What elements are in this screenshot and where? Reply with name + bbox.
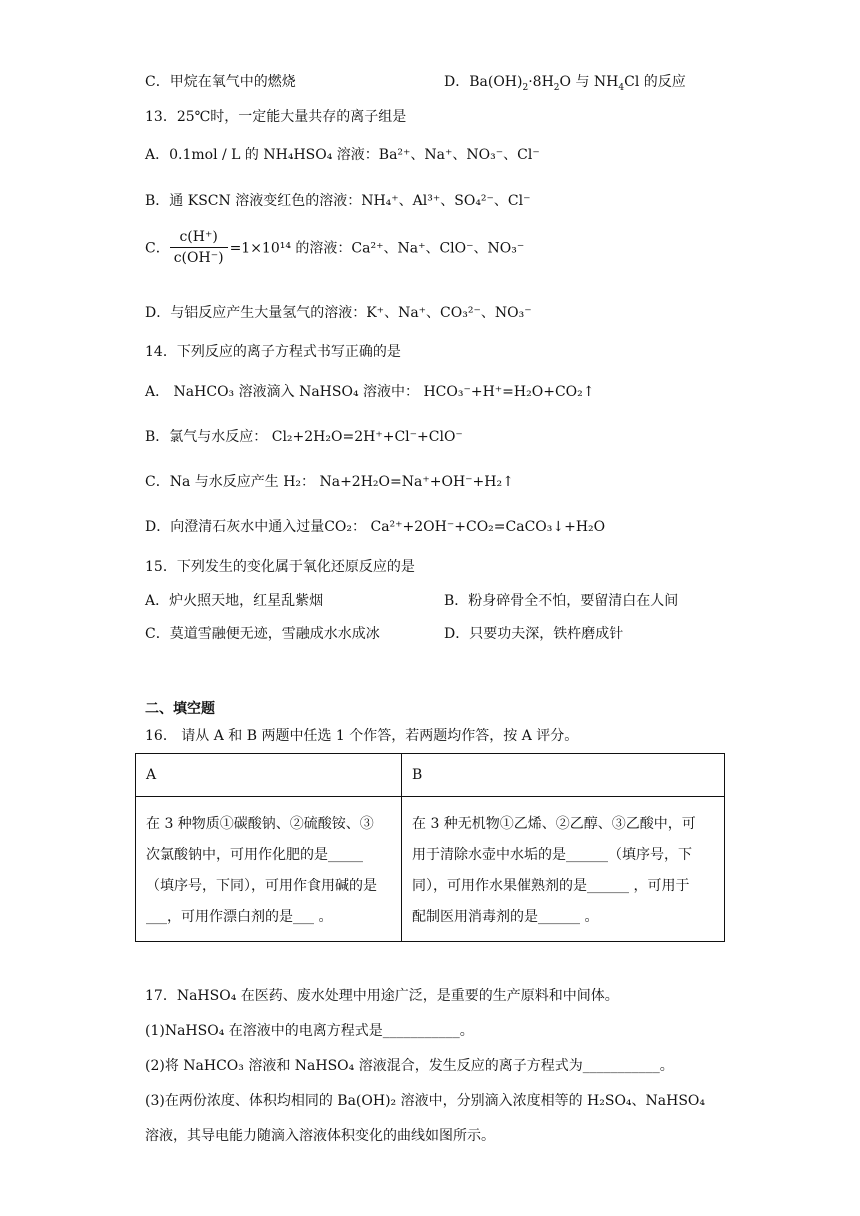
q14-option-b: B．氯气与水反应： Cl₂+2H₂O=2H⁺+Cl⁻+ClO⁻ bbox=[145, 429, 463, 445]
q12-option-c: C．甲烷在氧气中的燃烧 bbox=[145, 74, 296, 90]
q13-option-c bbox=[145, 228, 524, 267]
q13-option-d: D．与铝反应产生大量氢气的溶液：K⁺、Na⁺、CO₃²⁻、NO₃⁻ bbox=[145, 305, 532, 321]
q15-option-b: B．粉身碎骨全不怕，要留清白在人间 bbox=[444, 593, 679, 609]
table-header-a: A bbox=[136, 754, 402, 797]
q14-stem: 14．下列反应的离子方程式书写正确的是 bbox=[145, 344, 401, 360]
concentration-ratio-fraction bbox=[170, 228, 228, 267]
q12-option-d: D．$Ba(OH)_2\cdot 8H_2O$ 与 $NH_4Cl$ 的反应 bbox=[444, 74, 686, 93]
q17-part-3-line-2: 溶液，其导电能力随滴入溶液体积变化的曲线如图所示。 bbox=[145, 1128, 495, 1144]
q15-option-d: D．只要功夫深，铁杵磨成针 bbox=[444, 626, 624, 642]
table-cell-b bbox=[402, 797, 725, 942]
cell-b-line: 配制医用消毒剂的是______ 。 bbox=[412, 909, 599, 925]
table-body-row bbox=[136, 797, 725, 942]
table-header-b: B bbox=[402, 754, 725, 797]
q14-option-d: D．向澄清石灰水中通入过量CO₂： Ca²⁺+2OH⁻+CO₂=CaCO₃↓+H₂O bbox=[145, 519, 606, 535]
fraction-denominator: c(OH⁻) bbox=[173, 250, 224, 266]
q16-stem: 16． 请从 A 和 B 两题中任选 1 个作答，若两题均作答，按 A 评分。 bbox=[145, 728, 579, 744]
table-header-row bbox=[136, 754, 725, 797]
cell-b-line: 用于清除水壶中水垢的是______（填序号，下 bbox=[412, 847, 692, 863]
q15-stem: 15．下列发生的变化属于氧化还原反应的是 bbox=[145, 559, 415, 575]
cell-a-line: 次氯酸钠中，可用作化肥的是_____ bbox=[146, 847, 363, 863]
q14-option-a: A． NaHCO₃ 溶液滴入 NaHSO₄ 溶液中： HCO₃⁻+H⁺=H₂O+CO₂↑ bbox=[145, 384, 595, 400]
cell-a-line: （填序号，下同），可用作食用碱的是 bbox=[146, 878, 377, 894]
q17-part-3-line-1: (3)在两份浓度、体积均相同的 Ba(OH)₂ 溶液中，分别滴入浓度相等的 H₂SO₄、NaHSO₄ bbox=[145, 1093, 706, 1109]
q17-part-2: (2)将 NaHCO₃ 溶液和 NaHSO₄ 溶液混合，发生反应的离子方程式为___________。 bbox=[145, 1058, 674, 1074]
q13-stem: 13．25℃时，一定能大量共存的离子组是 bbox=[145, 109, 407, 125]
cell-b-line: 同），可用作水果催熟剂的是______ ，可用于 bbox=[412, 878, 690, 894]
cell-a-line: ___，可用作漂白剂的是___ 。 bbox=[146, 909, 333, 925]
cell-b-line: 在 3 种无机物①乙烯、②乙醇、③乙酸中，可 bbox=[412, 816, 696, 832]
cell-a-line: 在 3 种物质①碳酸钠、②硫酸铵、③ bbox=[146, 816, 374, 832]
section-title: 二、填空题 bbox=[145, 701, 215, 717]
q17-stem: 17．NaHSO₄ 在医药、废水处理中用途广泛，是重要的生产原料和中间体。 bbox=[145, 988, 619, 1004]
q16-choice-table bbox=[135, 753, 725, 942]
q13-option-a: A．0.1mol / L 的 NH₄HSO₄ 溶液：Ba²⁺、Na⁺、NO₃⁻、Cl⁻ bbox=[145, 147, 540, 163]
q13-option-b: B．通 KSCN 溶液变红色的溶液：NH₄⁺、Al³⁺、SO₄²⁻、Cl⁻ bbox=[145, 193, 531, 209]
q14-option-c: C．Na 与水反应产生 H₂： Na+2H₂O=Na⁺+OH⁻+H₂↑ bbox=[145, 474, 514, 490]
table-cell-a bbox=[136, 797, 402, 942]
q15-option-c: C．莫道雪融便无迹，雪融成水水成冰 bbox=[145, 626, 380, 642]
q17-part-1: (1)NaHSO₄ 在溶液中的电离方程式是___________。 bbox=[145, 1023, 474, 1039]
q13-option-c-rest: =1×10¹⁴ 的溶液：Ca²⁺、Na⁺、ClO⁻、NO₃⁻ bbox=[229, 240, 525, 257]
fraction-numerator: c(H⁺) bbox=[170, 228, 228, 248]
q15-option-a: A．炉火照天地，红星乱紫烟 bbox=[145, 593, 324, 609]
q13-option-c-label: C． bbox=[145, 240, 170, 257]
